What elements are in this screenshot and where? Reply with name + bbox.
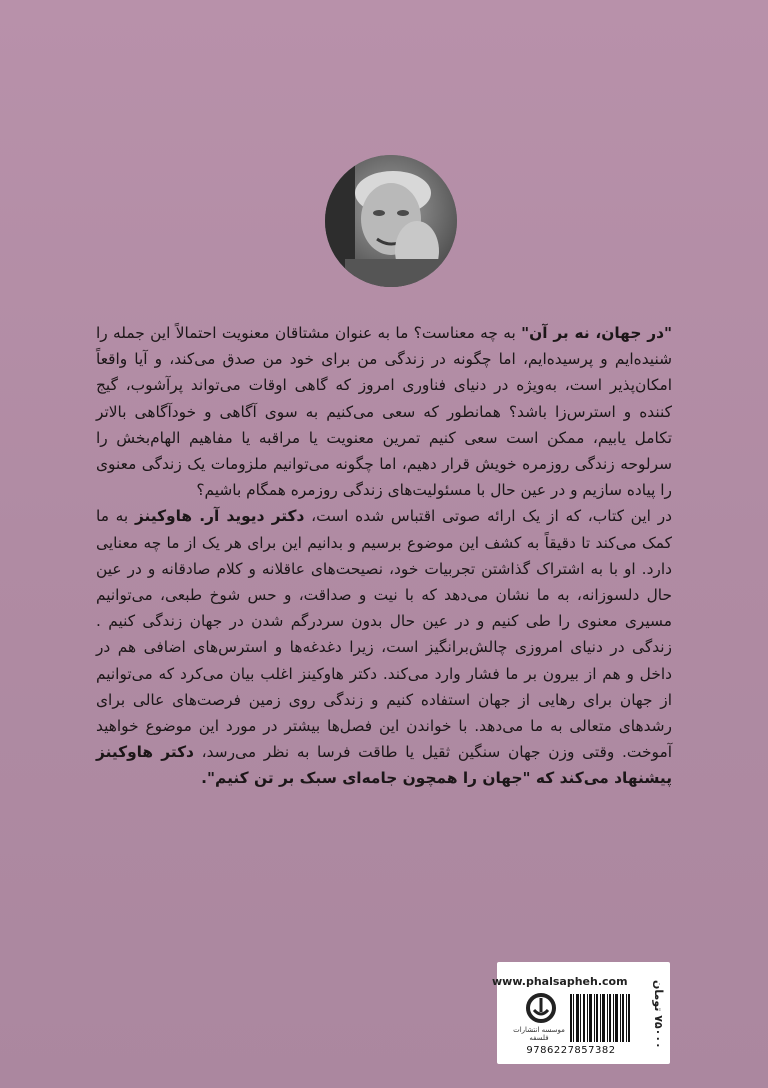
description-paragraph-2 xyxy=(96,503,672,791)
description-paragraph-1 xyxy=(96,320,672,503)
paragraph-2-text-c: پیشنهاد می‌کند که "جهان را همچون جامه‌ای سبک بر تن کنیم". xyxy=(201,769,672,788)
price-label: ۷۵۰۰۰ تومان xyxy=(652,979,665,1049)
paragraph-1-text: به چه معناست؟ ما به عنوان مشتاقان معنویت احتمالاً این جمله را شنیده‌ایم و پرسیده‌ایم، اما چگونه در زندگی من برای خود من صدق می‌کند، و آیا واقعاً امکان‌پذیر است، به‌ویژه در دنیای فناوری امروز که گاهی اوقات می‌تواند پرآشوب، گیج کننده و استرس‌زا باشد؟ همانطور که سعی می‌کنیم به سوی آگاهی و خودآگاهی بالاتر تکامل یابیم، ممکن است سعی کنیم تمرین معنویت یا مراقبه یا مفاهیم الهام‌بخش را سرلوحه زندگی روزمره خویش قرار دهیم، اما چگونه می‌توانیم ملزومات یک زندگی معنوی را پیاده سازیم و در عین حال با مسئولیت‌های زندگی روزمره همگام باشیم؟ xyxy=(96,324,672,500)
quote-lead: "در جهان، نه بر آن" xyxy=(521,324,672,342)
paragraph-2-text-b: به ما کمک می‌کند تا دقیقاً به کشف این موضوع برسیم و بدانیم این برای هر یک از ما چه معنایی دارد. او با به اشتراک گذاشتن تجربیات خود، نصیحت‌های عاقلانه و کلام صادقانه و در عین حال دلسوزانه، به ما نشان می‌دهد که با نیت و صداقت، و حس شوخ طبعی، می‌توانیم مسیری معنوی را طی کنیم و در عین حال بدون سردرگم شدن در جهان زندگی کنیم . زندگی در دنیای امروزی چالش‌برانگیز است، زیرا دغدغه‌ها و استرس‌های اضافی هم در داخل و هم از بیرون بر ما فشار وارد می‌کند. دکتر هاوکینز اغلب بیان می‌کرد که می‌توانیم از جهان برای رهایی از جهان استفاده کنیم و زندگی روی زمین فرصت‌های عالی برای رشدهای متعالی به ما می‌دهد. با خواندن این فصل‌ها بیشتر در مورد این موضوع خواهید آموخت. وقتی وزن جهان سنگین ثقیل یا طاقت فرسا به نظر می‌رسد، xyxy=(96,507,672,762)
isbn-number: 9786227857382 xyxy=(526,1045,616,1056)
paragraph-2-text-a: در این کتاب، که از یک ارائه صوتی اقتباس شده است، xyxy=(304,507,672,526)
book-description xyxy=(96,320,672,792)
author-portrait xyxy=(325,155,457,287)
publisher-name: موسسه انتشارات فلسفه xyxy=(513,1026,565,1042)
barcode xyxy=(512,994,630,1042)
publisher-url: www.phalsapheh.com xyxy=(492,975,628,988)
author-photo xyxy=(325,155,457,287)
author-name: دکتر دیوید آر. هاوکینز xyxy=(134,507,305,526)
author-name-2: دکتر هاوکینز xyxy=(96,743,194,762)
